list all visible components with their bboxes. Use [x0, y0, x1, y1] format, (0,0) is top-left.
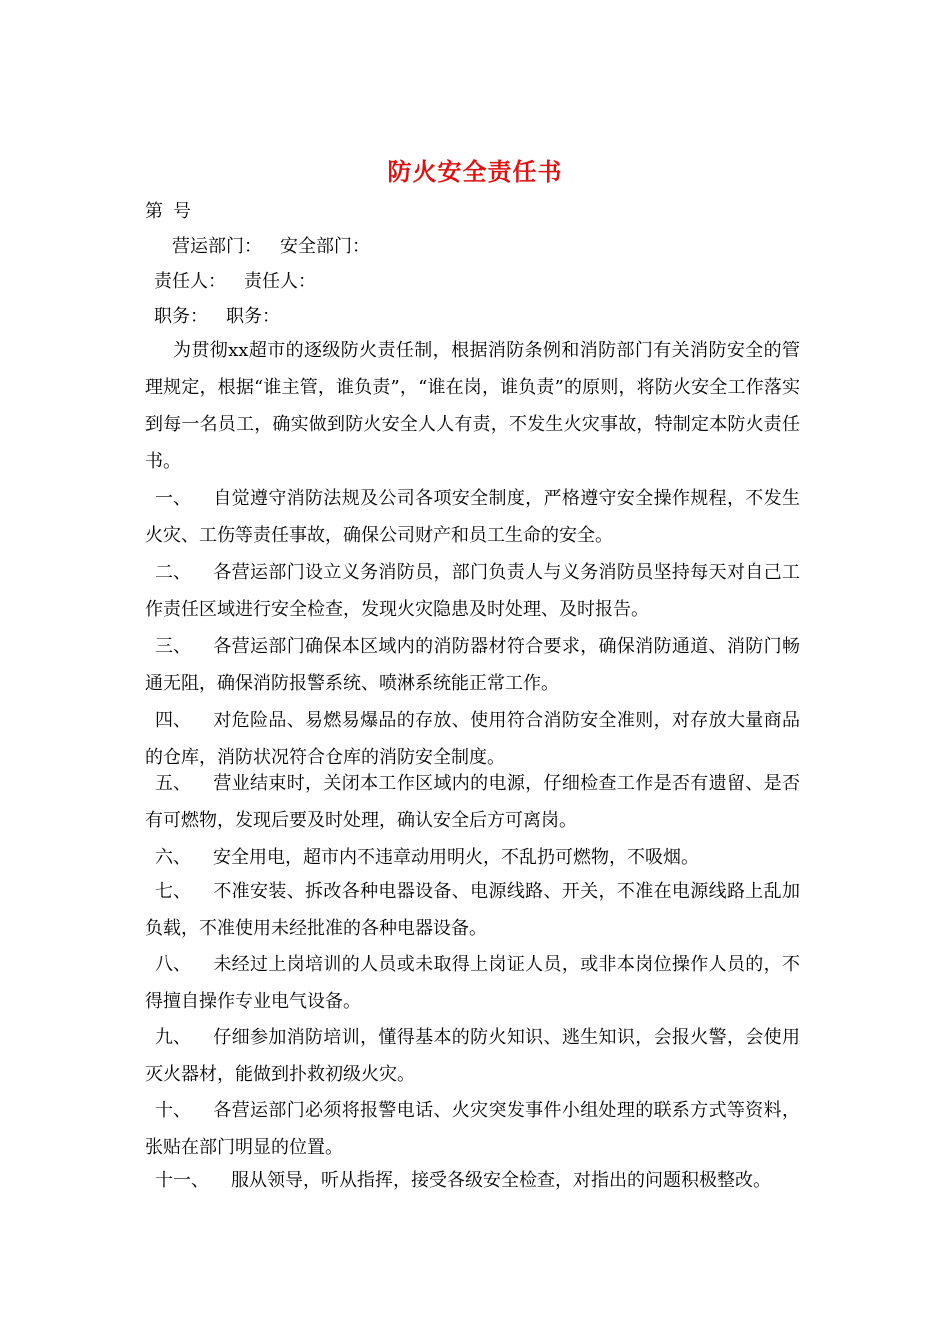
- document-number-line: [145, 199, 191, 225]
- clause-number: 二、: [155, 562, 191, 583]
- clause-item: [145, 1019, 800, 1093]
- clause-text: 服从领导，听从指挥，接受各级安全检查，对指出的问题积极整改。: [231, 1170, 771, 1191]
- clause-item: [145, 480, 800, 554]
- clause-item: [145, 946, 800, 1020]
- clause-text: 仔细参加消防培训，懂得基本的防火知识、逃生知识，会报火警，会使用灭火器材，能做到扑救初级火灾。: [145, 1027, 800, 1085]
- post-right-label: 职务：: [226, 306, 280, 327]
- doc-no-label: 第: [145, 201, 163, 222]
- clause-text: 对危险品、易燃易爆品的存放、使用符合消防安全准则，对存放大量商品的仓库，消防状况符合仓库的消防安全制度。: [145, 710, 800, 768]
- clause-number: 三、: [155, 636, 191, 657]
- clause-text: 未经过上岗培训的人员或未取得上岗证人员，或非本岗位操作人员的，不得擅自操作专业电气设备。: [145, 954, 800, 1012]
- clause-item: [145, 1092, 800, 1166]
- document-title: 防火安全责任书: [387, 157, 563, 186]
- clause-number: 一、: [155, 488, 191, 509]
- clause-item: [145, 765, 800, 839]
- clause-number: 十一、: [155, 1170, 209, 1191]
- clause-text: 各营运部门确保本区域内的消防器材符合要求，确保消防通道、消防门畅通无阻，确保消防报警系统、喷淋系统能正常工作。: [145, 636, 800, 694]
- clause-item: [145, 1162, 800, 1199]
- clause-number: 五、: [155, 773, 191, 794]
- clause-number: 六、: [155, 847, 191, 868]
- clause-text: 不准安装、拆改各种电器设备、电源线路、开关，不准在电源线路上乱加负载，不准使用未经批准的各种电器设备。: [145, 881, 800, 939]
- clause-item: [145, 554, 800, 628]
- clause-text: 营业结束时，关闭本工作区域内的电源，仔细检查工作是否有遗留、是否有可燃物，发现后要及时处理，确认安全后方可离岗。: [145, 773, 800, 831]
- department-line: [172, 234, 370, 260]
- person-right-label: 责任人：: [244, 271, 316, 292]
- clause-text: 自觉遵守消防法规及公司各项安全制度，严格遵守安全操作规程，不发生火灾、工伤等责任事故，确保公司财产和员工生命的安全。: [145, 488, 800, 546]
- post-left-label: 职务：: [154, 306, 208, 327]
- clause-text: 安全用电，超市内不违章动用明火，不乱扔可燃物，不吸烟。: [213, 847, 699, 868]
- responsible-person-line: [154, 269, 316, 295]
- ops-dept-label: 营运部门：: [172, 236, 262, 257]
- intro-paragraph: 为贯彻xx超市的逐级防火责任制，根据消防条例和消防部门有关消防安全的管理规定，根据“谁主管，谁负责”，“谁在岗，谁负责”的原则，将防火安全工作落实到每一名员工，确实做到防火安全人人有责，不发生火灾事故，特制定本防火责任书。: [145, 340, 800, 472]
- clause-number: 七、: [155, 881, 191, 902]
- safety-dept-label: 安全部门：: [280, 236, 370, 257]
- clause-item: [145, 839, 800, 876]
- clause-item: [145, 628, 800, 702]
- clause-text: 各营运部门设立义务消防员，部门负责人与义务消防员坚持每天对自己工作责任区域进行安全检查，发现火灾隐患及时处理、及时报告。: [145, 562, 800, 620]
- post-line: [154, 304, 280, 330]
- clause-number: 四、: [155, 710, 191, 731]
- clause-number: 十、: [155, 1100, 191, 1121]
- clause-number: 八、: [155, 954, 191, 975]
- clause-text: 各营运部门必须将报警电话、火灾突发事件小组处理的联系方式等资料，张贴在部门明显的位置。: [145, 1100, 800, 1158]
- person-left-label: 责任人：: [154, 271, 226, 292]
- clause-item: [145, 873, 800, 947]
- doc-no-suffix: 号: [173, 201, 191, 222]
- clause-number: 九、: [155, 1027, 191, 1048]
